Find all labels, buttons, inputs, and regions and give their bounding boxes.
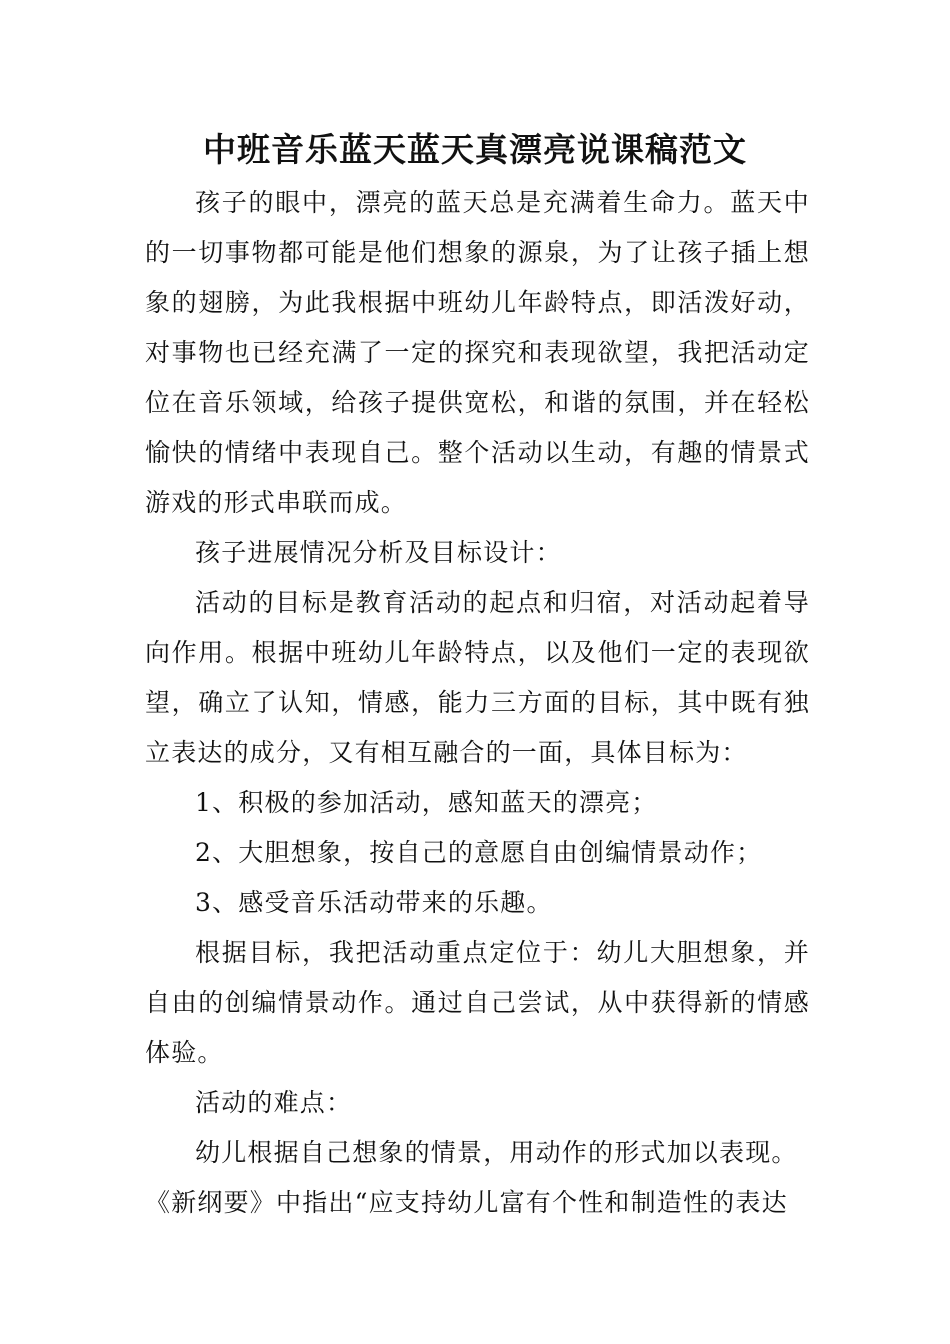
paragraph-guideline-quote: 《新纲要》中指出“应支持幼儿富有个性和制造性的表达: [145, 1188, 788, 1217]
paragraph-goals: 活动的目标是教育活动的起点和归宿，对活动起着导向作用。根据中班幼儿年龄特点，以及他们一定的表现欲望，确立了认知，情感，能力三方面的目标，其中既有独立表达的成分，又有相互融合的一面，具体目标为：: [145, 588, 810, 767]
paragraph-key-point: 根据目标，我把活动重点定位于：幼儿大胆想象，并自由的创编情景动作。通过自己尝试，从中获得新的情感体验。: [145, 938, 810, 1067]
document-title: 中班音乐蓝天蓝天真漂亮说课稿范文: [203, 130, 747, 169]
list-item-goal-2: 2、大胆想象，按自己的意愿自由创编情景动作；: [195, 838, 763, 867]
paragraph-difficulty: 幼儿根据自己想象的情景，用动作的形式加以表现。: [195, 1138, 798, 1167]
paragraph-difficulty-heading: 活动的难点：: [195, 1088, 353, 1117]
document-body: [145, 178, 810, 1228]
list-item-goal-3: 3、感受音乐活动带来的乐趣。: [195, 888, 553, 917]
list-item-goal-1: 1、积极的参加活动，感知蓝天的漂亮；: [195, 788, 658, 817]
paragraph-intro: 孩子的眼中，漂亮的蓝天总是充满着生命力。蓝天中的一切事物都可能是他们想象的源泉，为了让孩子插上想象的翅膀，为此我根据中班幼儿年龄特点，即活泼好动，对事物也已经充满了一定的探究和表现欲望，我把活动定位在音乐领域，给孩子提供宽松，和谐的氛围，并在轻松愉快的情绪中表现自己。整个活动以生动，有趣的情景式游戏的形式串联而成。: [145, 188, 810, 517]
paragraph-analysis-heading: 孩子进展情况分析及目标设计：: [195, 538, 562, 567]
